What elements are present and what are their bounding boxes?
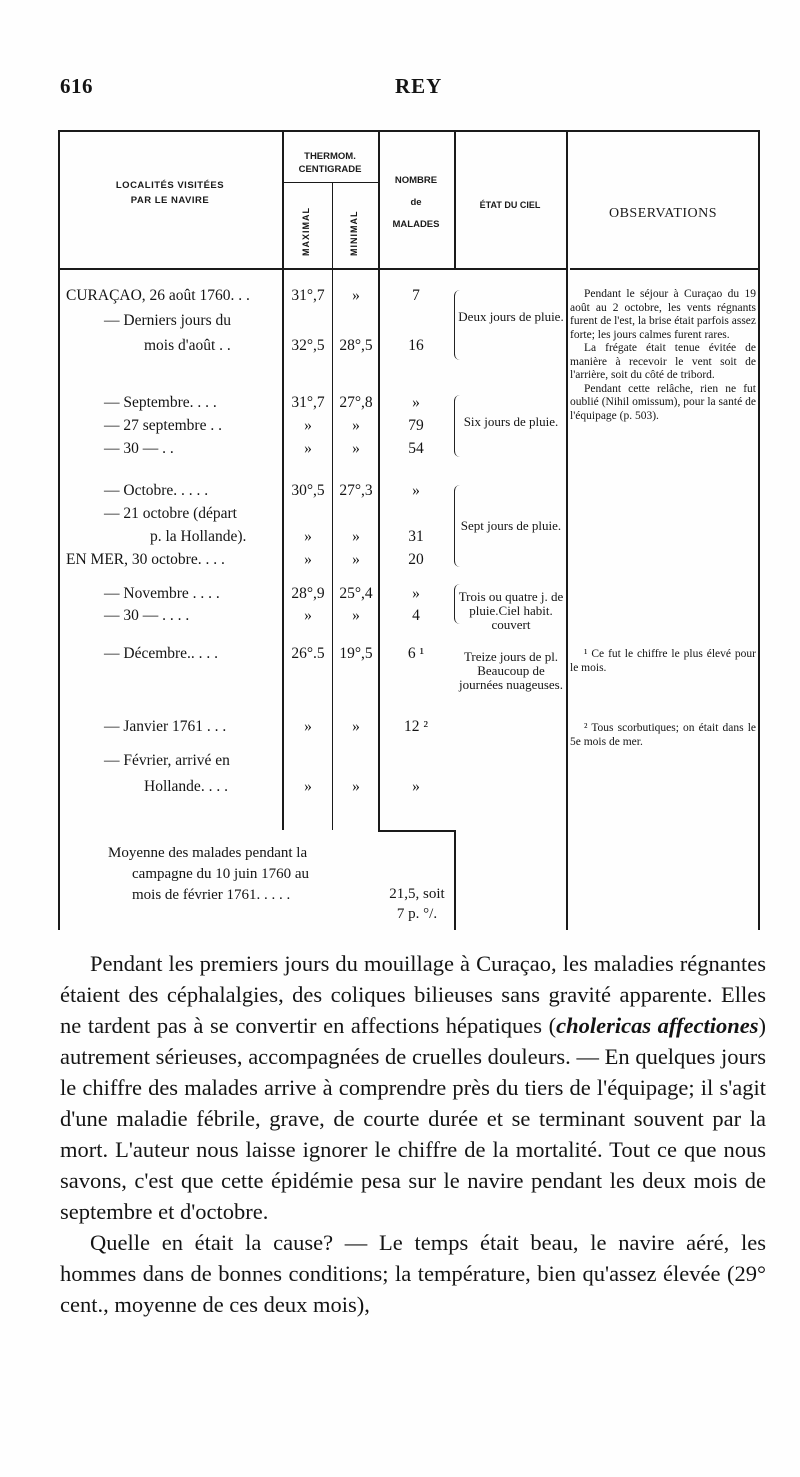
- average-rule: [378, 830, 454, 832]
- header-minimal: MINIMAL: [349, 210, 359, 256]
- table-row: — 30 — . . . . » » 4: [104, 607, 420, 624]
- sky-entry: Trois ou quatre j. de pluie.Ciel habit. couvert: [458, 589, 564, 632]
- table-row: CURAÇAO, 26 août 1760. . . 31°,7 » 7: [66, 287, 420, 304]
- table-row: — 27 septembre . . » » 79: [104, 417, 424, 434]
- header-nombre: NOMBRE de MALADES: [392, 175, 440, 230]
- sky-entry: Deux jours de pluie.: [458, 309, 564, 324]
- statistics-table: [58, 130, 760, 930]
- thermom-rule: [282, 182, 378, 183]
- body-text: [60, 948, 766, 1320]
- header-etat: ÉTAT DU CIEL: [479, 200, 541, 210]
- table-row: — Décembre.. . . . 26°.5 19°,5 6 ¹: [104, 645, 425, 662]
- header-maximal: MAXIMAL: [301, 207, 311, 256]
- table-row: mois d'août . . 32°,5 28°,5 16: [144, 337, 424, 354]
- table-row: EN MER, 30 octobre. . . . » » 20: [66, 551, 424, 568]
- table-row: Hollande. . . . » » »: [144, 778, 420, 795]
- sky-entry: Sept jours de pluie.: [460, 518, 562, 533]
- running-title: REY: [395, 74, 443, 98]
- observation-paragraph: Pendant le séjour à Curaçao du 19 août au 2 octobre, les vents régnants furent de l'est, la brise était parfois assez forte; les jours calmes furent rares.: [570, 288, 756, 341]
- sky-entry: Six jours de pluie.: [463, 414, 559, 429]
- average-value: 21,5, soit 7 p. °/.: [389, 886, 445, 922]
- paragraph: Pendant les premiers jours du mouillage à Curaçao, les maladies régnantes étaient des céphalalgies, des coliques bilieuses sans gravité apparente. Elles ne tardent pas à se convertir en affections hépatiques (cholericas affectiones) autrement sérieuses, accompagnées de cruelles douleurs. — En quelques jours le chiffre des malades arrive à comprendre près du tiers de l'équipage; il s'agit d'une maladie fébrile, grave, de courte durée et se terminant souvent par la mort. L'auteur nous laisse ignorer le chiffre de la mortalité. Tout ce que nous savons, c'est que cette épidémie pesa sur le navire pendant les deux mois de septembre et d'octobre.: [60, 951, 766, 1224]
- header-observations: OBSERVATIONS: [608, 206, 718, 221]
- header-rule-left: [58, 268, 568, 270]
- table-row: — 21 octobre (départ: [104, 505, 237, 522]
- page-number: 616: [60, 74, 93, 98]
- right-border: [758, 130, 760, 930]
- col-rule-4: [454, 130, 456, 268]
- table-row: — Octobre. . . . . 30°,5 27°,3 »: [104, 482, 420, 499]
- sky-entry: Treize jours de pl. Beaucoup de journées nuageuses.: [459, 649, 563, 692]
- header-rule-right: [570, 268, 760, 270]
- header-localites: LOCALITÉS VISITÉES PAR LE NAVIRE: [115, 180, 225, 206]
- table-row: — 30 — . . » » 54: [104, 440, 424, 457]
- observations-text: [570, 288, 756, 423]
- header-thermom: THERMOM. CENTIGRADE: [298, 151, 362, 175]
- table-row: — Janvier 1761 . . . » » 12 ²: [104, 718, 429, 735]
- paragraph: Quelle en était la cause? — Le temps était beau, le navire aéré, les hommes dans de bonnes conditions; la température, bien qu'assez élevée (29° cent., moyenne de ces deux mois),: [60, 1230, 766, 1317]
- observation-paragraph: La frégate était tenue évitée de manière à recevoir le vent soit de l'arrière, soit du côté de tribord.: [570, 342, 756, 381]
- footnote-2: ² Tous scorbutiques; on était dans le 5e mois de mer.: [570, 722, 756, 748]
- average-label: Moyenne des malades pendant la campagne du 10 juin 1760 au mois de février 1761. . . . .: [108, 845, 310, 903]
- brace: [454, 290, 461, 360]
- table-row: p. la Hollande). » » 31: [150, 528, 424, 545]
- table-row: — Novembre . . . . 28°,9 25°,4 »: [104, 585, 420, 602]
- table-row: — Septembre. . . . 31°,7 27°,8 »: [104, 394, 420, 411]
- observation-paragraph: Pendant cette relâche, rien ne fut oublié (Nihil omissum), pour la santé de l'équipage (p. 503).: [570, 382, 756, 422]
- footnote-1: ¹ Ce fut le chiffre le plus élevé pour le mois.: [570, 648, 756, 674]
- average-col-rule: [454, 830, 456, 930]
- table-top-rule: [58, 130, 760, 132]
- table-row: — Derniers jours du: [104, 312, 231, 329]
- table-row: — Février, arrivé en: [104, 752, 230, 769]
